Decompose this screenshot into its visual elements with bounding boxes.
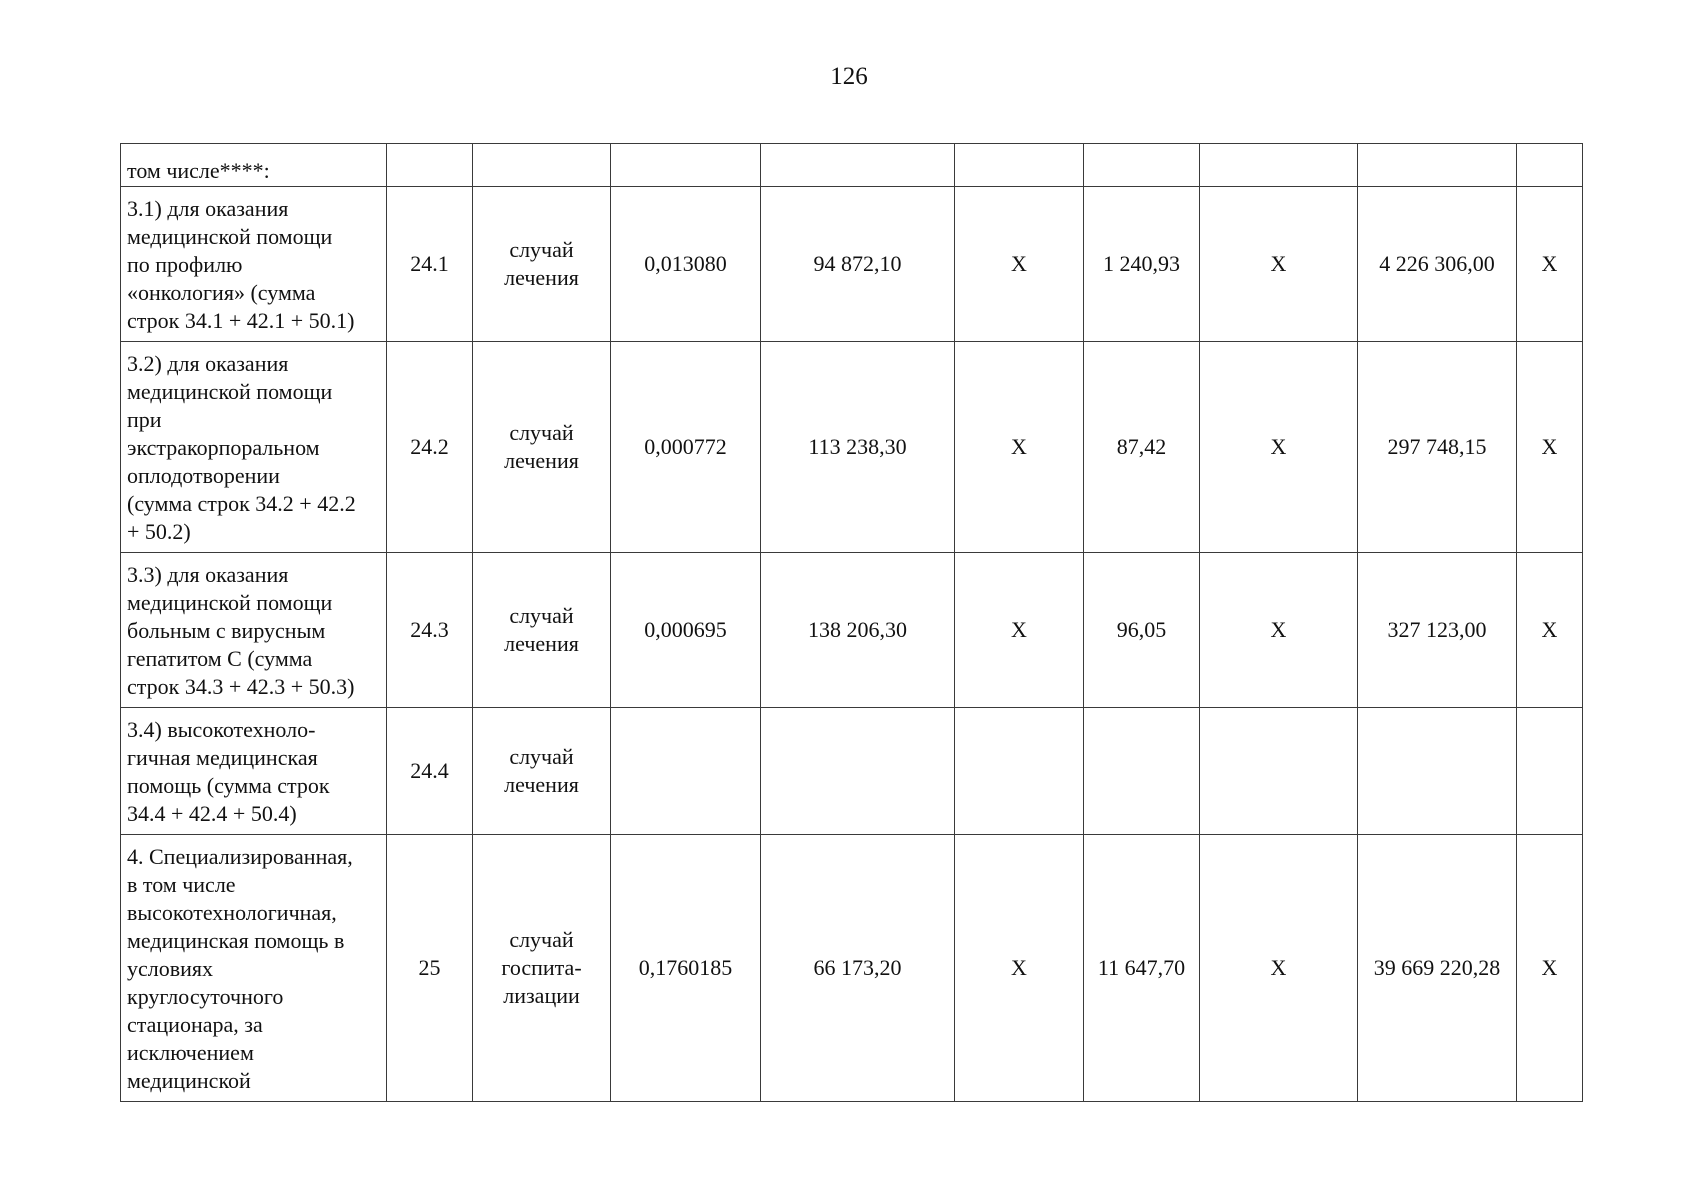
row-description-cell — [121, 187, 387, 342]
unit-cell — [473, 342, 611, 553]
unit-cell — [473, 835, 611, 1102]
row-number-cell: 25 — [387, 835, 473, 1102]
table-row — [121, 342, 1583, 553]
norm-cell: 0,1760185 — [611, 835, 761, 1102]
unit-cell — [473, 553, 611, 708]
col6-cell: X — [955, 835, 1084, 1102]
col8-cell: X — [1200, 835, 1358, 1102]
col9-cell: 4 226 306,00 — [1358, 187, 1517, 342]
unit-text: случай госпита- лизации — [501, 927, 582, 1008]
col9-cell: 327 123,00 — [1358, 553, 1517, 708]
row-description: 3.3) для оказания медицинской помощи больным с вирусным гепатитом С (сумма строк 34.3 + 42.3 + 50.3) — [127, 562, 355, 699]
cost-cell: 66 173,20 — [761, 835, 955, 1102]
col7-cell: 87,42 — [1084, 342, 1200, 553]
col8-cell: X — [1200, 187, 1358, 342]
row-description-cell — [121, 553, 387, 708]
cost-cell: 94 872,10 — [761, 187, 955, 342]
cost-cell: 113 238,30 — [761, 342, 955, 553]
row-number-cell: 24.3 — [387, 553, 473, 708]
col8-cell — [1200, 708, 1358, 835]
table-row — [121, 708, 1583, 835]
col6-cell: X — [955, 553, 1084, 708]
row-number-cell: 24.2 — [387, 342, 473, 553]
col10-cell — [1517, 708, 1583, 835]
col9-cell: 297 748,15 — [1358, 342, 1517, 553]
unit-text: случай лечения — [504, 744, 579, 797]
norm-cell: 0,000695 — [611, 553, 761, 708]
col6-cell — [955, 144, 1084, 187]
col8-cell — [1200, 144, 1358, 187]
col10-cell: X — [1517, 835, 1583, 1102]
unit-text: случай лечения — [504, 237, 579, 290]
col8-cell: X — [1200, 553, 1358, 708]
norm-cell: 0,013080 — [611, 187, 761, 342]
unit-text: случай лечения — [504, 420, 579, 473]
unit-text: случай лечения — [504, 603, 579, 656]
col10-cell: X — [1517, 342, 1583, 553]
row-description: 4. Специализированная, в том числе высокотехнологичная, медицинская помощь в условиях круглосуточного стационара, за исключением медицинской — [127, 844, 353, 1093]
col9-cell — [1358, 708, 1517, 835]
unit-cell — [473, 187, 611, 342]
row-number-cell: 24.1 — [387, 187, 473, 342]
row-description: 3.1) для оказания медицинской помощи по профилю «онкология» (сумма строк 34.1 + 42.1 + 50.1) — [127, 196, 355, 333]
cost-cell — [761, 708, 955, 835]
row-description-cell — [121, 342, 387, 553]
table-row — [121, 144, 1583, 187]
row-description: 3.2) для оказания медицинской помощи при экстракорпоральном оплодотворении (сумма строк 34.2 + 42.2 + 50.2) — [127, 351, 356, 544]
table-row — [121, 187, 1583, 342]
col10-cell — [1517, 144, 1583, 187]
col7-cell — [1084, 144, 1200, 187]
cost-cell — [761, 144, 955, 187]
col6-cell: X — [955, 187, 1084, 342]
data-table — [120, 143, 1583, 1102]
row-number-cell: 24.4 — [387, 708, 473, 835]
unit-cell — [473, 144, 611, 187]
row-number-cell — [387, 144, 473, 187]
row-description-cell — [121, 144, 387, 187]
row-description-cell — [121, 708, 387, 835]
row-description-cell — [121, 835, 387, 1102]
col6-cell: X — [955, 342, 1084, 553]
norm-cell: 0,000772 — [611, 342, 761, 553]
page-number: 126 — [830, 63, 868, 90]
col8-cell: X — [1200, 342, 1358, 553]
col6-cell — [955, 708, 1084, 835]
norm-cell — [611, 144, 761, 187]
col9-cell: 39 669 220,28 — [1358, 835, 1517, 1102]
unit-cell — [473, 708, 611, 835]
col10-cell: X — [1517, 553, 1583, 708]
row-description: том числе****: — [127, 158, 270, 183]
row-description: 3.4) высокотехноло- гичная медицинская помощь (сумма строк 34.4 + 42.4 + 50.4) — [127, 717, 330, 826]
table-row — [121, 553, 1583, 708]
col9-cell — [1358, 144, 1517, 187]
cost-cell: 138 206,30 — [761, 553, 955, 708]
col10-cell: X — [1517, 187, 1583, 342]
col7-cell: 1 240,93 — [1084, 187, 1200, 342]
norm-cell — [611, 708, 761, 835]
col7-cell — [1084, 708, 1200, 835]
table-row — [121, 835, 1583, 1102]
col7-cell: 96,05 — [1084, 553, 1200, 708]
col7-cell: 11 647,70 — [1084, 835, 1200, 1102]
